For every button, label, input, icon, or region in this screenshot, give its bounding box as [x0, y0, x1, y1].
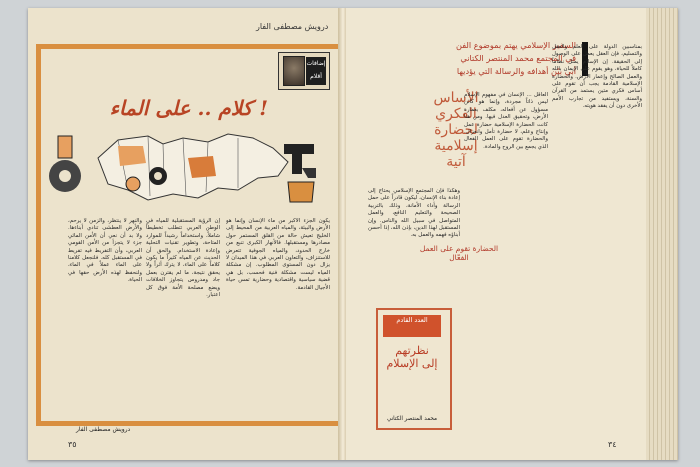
section-subtitle: الحضارة تقوم على العمل الفعّال: [419, 244, 499, 262]
next-issue-title: [382, 344, 442, 370]
headline-line-1: السفير الإسلامي يهتم بموضوع الفن: [456, 40, 576, 50]
article-headline: [386, 40, 576, 80]
next-issue-title-line-2: إلى الإسلام: [386, 357, 438, 370]
right-page: [346, 8, 646, 460]
left-column-1: يكون الجزء الأكبر من ماء الإنسان وإنما هو الأرض والبيئة، والمياه العربية من المحيط إلى الخليج تعيش حالة من القلق المستمر حول مصادرها ومستقبلها. فالأنهار الكبرى تنبع من خارج الحدود، والمياه الجوفية تتعرض للاستنزاف، والتعاون العربي في هذا الميدان لا يزال دون المستوى المطلوب. إن مشكلة المياه ليست مشكلة فنية فحسب، بل هي قضية سياسية واقتصادية وحضارية تمس حياة الأجيال القادمة.: [226, 218, 330, 291]
gears-illustration: [40, 128, 90, 208]
page-number-right: ٣٤: [608, 440, 617, 449]
left-page: [28, 8, 340, 460]
page-number-left: ٣٥: [68, 440, 77, 449]
right-column-3: وهكذا فإن المجتمع الإسلامي يحتاج إلى إعادة بناء الإنسان، ليكون قادراً على حمل الرسالة وأداء الأمانة، وذلك بالتربية الصحيحة والتعليم النافع، والعمل المتواصل في سبيل الله والناس. وإن المستقبل لهذا الدين، بإذن الله، إذا أحسن أبناؤه فهمه والعمل به.: [368, 188, 460, 239]
column-tag: [306, 57, 326, 85]
feature-title-line-4: إسلامية: [434, 138, 478, 154]
headline: كلام .. على الماء !: [109, 96, 268, 120]
arab-world-map-illustration: [88, 118, 298, 210]
next-issue-box: [376, 308, 452, 430]
right-column-1: بمناسبين الدولة على العلم والعقل والتسليم، فإن العقل يعمل على الوصول إلى الحقيقة. إن الإسلام يمثل نظاماً كاملاً للحياة، وهو يقوم على الإيمان بالله والعمل الصالح وإعمار الأرض. والحضارة الإسلامية القادمة يجب أن تقوم على أساس فكري متين يستمد من القرآن والسنة، ويستفيد من تجارب الأمم الأخرى دون أن يفقد هويته.: [552, 44, 642, 110]
headline-line-3: أبي بيّن أهدافه والرسالة التي يؤديها: [456, 66, 576, 76]
next-issue-title-line-1: نظرتهم: [395, 344, 429, 357]
byline: درويش مصطفى الفار: [76, 426, 131, 433]
left-column-3: والنهر لا ينتظر، والزمن لا يرحم، والأرض العطشى تنادي أبناءها. ولا بد أن نعي أن الأمن المائي جزء لا يتجزأ من الأمن القومي العربي، وأن التفريط فيه تفريط في المستقبل كله. فلنجعل كلامنا على الماء عملاً في الماء، ولنحفظ لهذه الأرض حقها في الحياة.: [68, 218, 142, 284]
page-stack-edge: [646, 8, 678, 460]
feature-title-line-3: لحضارة: [434, 122, 478, 138]
headline-line-2: في المجتمع محمد المنتصر الكتاني: [460, 53, 576, 63]
feature-title-line-2: الفكري: [435, 106, 477, 122]
author-photo: [283, 56, 305, 86]
running-head: درويش مصطفى الفار: [256, 22, 329, 31]
feature-title-line-5: آتية: [446, 154, 466, 170]
column-tag-line-2: أقلام: [310, 73, 322, 80]
feature-title-line-1: الأساس: [433, 90, 479, 106]
water-tap-illustration: [278, 138, 322, 208]
right-column-2: العاقل ... الإنسان في مفهوم الإسلام ليس ذاتاً مجردة، وإنما هو كائن مسؤول عن أفعاله، مكلف بعمارة الأرض، وتحقيق العدل فيها. ومن هنا كانت الحضارة الإسلامية حضارة عمل وإنتاج وعلم، لا حضارة تأمل وانعزال. والحضارة تقوم على العمل الفعال الذي يجمع بين الروح والمادة.: [464, 92, 548, 150]
left-column-2: إن الرؤية المستقبلية للمياه في الوطن العربي تتطلب تخطيطاً شاملاً، واستخداماً رشيداً للموارد المتاحة، وتطوير تقنيات التحلية وإعادة الاستخدام. والحق أن الحديث عن المياه كثيراً ما يكون كلاماً على الماء، لا يترك أثراً ولا يحقق نتيجة، ما لم يقترن بعمل جاد ومدروس يتجاوز الخلافات ويضع مصلحة الأمة فوق كل اعتبار.: [146, 218, 220, 299]
next-issue-author: محمد المنتصر الكتاني: [386, 416, 438, 422]
next-issue-label: العدد القادم: [383, 315, 441, 337]
column-tag-line-1: إضافات: [306, 60, 326, 67]
magazine-spread: [28, 8, 678, 460]
column-tag-box: [278, 52, 330, 90]
